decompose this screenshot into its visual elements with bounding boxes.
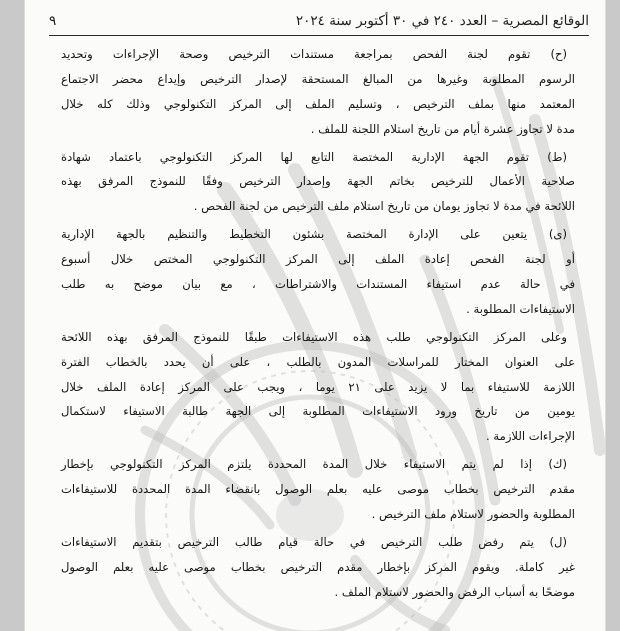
text-line: المطلوبة والحضور لاستلام ملف الترخيص . bbox=[371, 507, 575, 522]
page-number: ٩ bbox=[49, 13, 57, 29]
text-line: الرسوم المطلوبة وغيرها من المبالغ المستحقة لإصدار الترخيص وإيداع محضر الاجتماع bbox=[61, 71, 575, 86]
text-line: وعلى المركز التكنولوجي طلب هذه الاستيفاءات طبقًا للنموذج المرفق بهذه اللائحة bbox=[61, 329, 567, 344]
text-line: (ل) يتم رفض طلب الترخيص في حالة قيام طالب الترخيص بتقديم الاستيفاءات bbox=[61, 534, 567, 549]
text-line: (ى) يتعين على الإدارة المختصة بشئون التخطيط والتنظيم بالجهة الإدارية bbox=[61, 227, 567, 242]
text-line: أو لجنة الفحص إعادة الملف إلى المركز التكنولوجي المختص خلال أسبوع bbox=[61, 252, 575, 267]
text-line: غير كاملة. ويقوم المركز بإخطار مقدم الترخيص بخطاب موصى عليه بعلم الوصول bbox=[61, 559, 575, 574]
document-page bbox=[24, 0, 606, 631]
text-line: المعتمد منها بملف الترخيص ، وتسليم الملف إلى المركز التكنولوجي وذلك كله خلال bbox=[61, 96, 575, 111]
page-header bbox=[49, 10, 589, 32]
text-line: مقدم الترخيص بخطاب موصى عليه بعلم الوصول بانقضاء المدة المحددة للاستيفاءات bbox=[61, 482, 575, 497]
text-line: الاستيفاءات المطلوبة . bbox=[466, 301, 575, 316]
document-body bbox=[61, 42, 575, 608]
clause-l bbox=[61, 530, 575, 605]
text-line: موضحًا به أسباب الرفض والحضور لاستلام الملف . bbox=[334, 584, 575, 599]
clause-k bbox=[61, 452, 575, 527]
clause-h bbox=[61, 42, 575, 142]
text-line: الإجراءات اللازمة . bbox=[486, 429, 575, 444]
text-line: اللازمة للاستيفاء بما لا يزيد على ٢١ يوما ، ويجب على المركز إعادة الملف خلال bbox=[61, 379, 576, 394]
text-line: اللائحة في مدة لا تجاوز يومان من تاريخ استلام ملف الترخيص من لجنة الفحص . bbox=[193, 199, 575, 214]
text-line: صلاحية الأعمال للترخيص بخاتم الجهة وإصدار الترخيص وفقًا للنموذج المرفق بهذه bbox=[61, 174, 575, 189]
clause-y bbox=[61, 222, 575, 322]
paragraph-center-request bbox=[61, 325, 575, 449]
text-line: (ك) إذا لم يتم الاستيفاء خلال المدة المحددة يلتزم المركز التكنولوجي بإخطار bbox=[61, 457, 567, 472]
text-line: في حالة عدم استيفاء المستندات والاشتراطات ، مع بيان موضح به طلب bbox=[61, 277, 575, 292]
text-line: مدة لا تجاوز عشرة أيام من تاريخ استلام اللجنة للملف . bbox=[310, 121, 575, 136]
text-line: (ح) تقوم لجنة الفحص بمراجعة مستندات الترخيص وصحة الإجراءات وتحديد bbox=[61, 47, 567, 61]
gazette-header-title: الوقائع المصرية – العدد ٢٤٠ في ٣٠ أكتوبر سنة ٢٠٢٤ bbox=[295, 13, 589, 29]
clause-t bbox=[61, 145, 575, 220]
text-line: يومين من تاريخ ورود الاستيفاءات المطلوبة إلى الجهة طالبة الاستيفاء لاستكمال bbox=[61, 404, 575, 419]
header-divider bbox=[49, 35, 589, 36]
text-line: على العنوان المختار للمراسلات المدون بالطلب ، على أن يحدد بالخطاب الفترة bbox=[61, 354, 575, 369]
text-line: (ط) تقوم الجهة الإدارية المختصة التابع لها المركز التكنولوجي باعتماد شهادة bbox=[61, 149, 567, 164]
